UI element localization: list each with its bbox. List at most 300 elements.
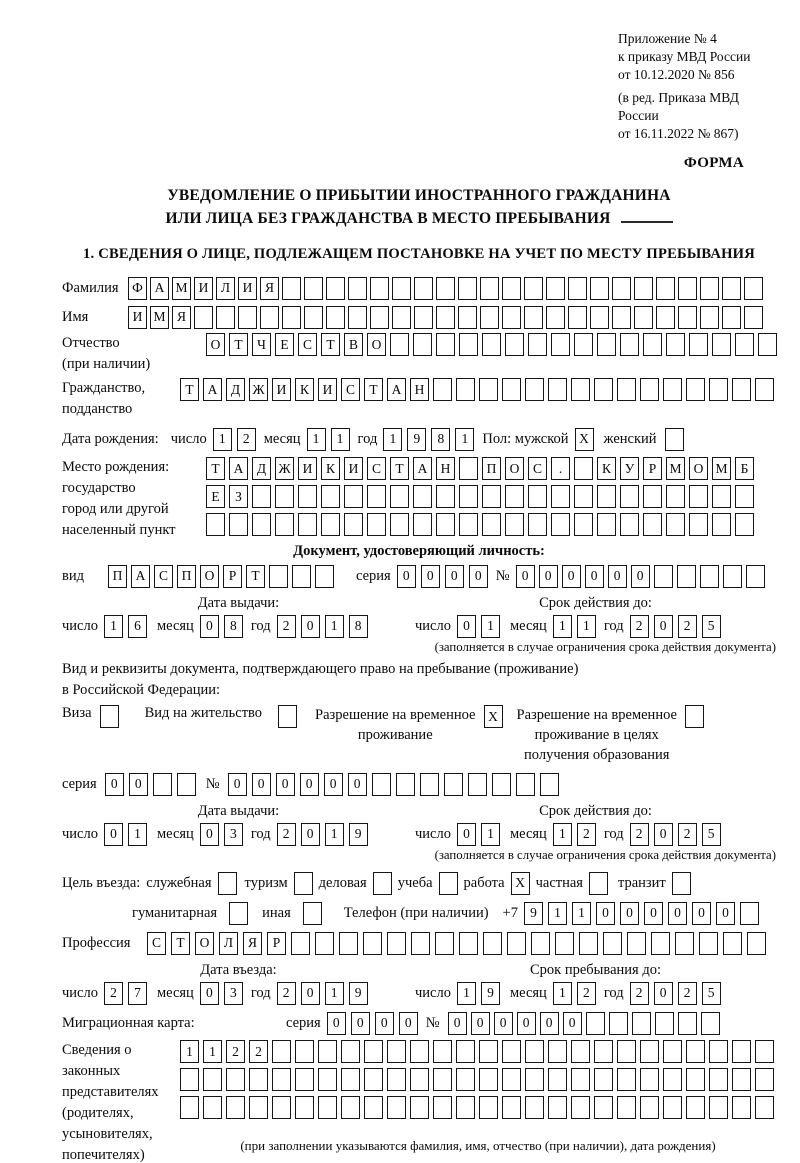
form-cell[interactable] bbox=[282, 277, 301, 300]
form-cell[interactable] bbox=[574, 333, 593, 356]
entry-year-cells[interactable] bbox=[277, 982, 368, 1005]
form-cell[interactable] bbox=[272, 1068, 291, 1091]
form-cell[interactable]: 2 bbox=[630, 823, 649, 846]
form-cell[interactable] bbox=[571, 1068, 590, 1091]
form-cell[interactable] bbox=[666, 485, 685, 508]
form-cell[interactable] bbox=[712, 333, 731, 356]
form-cell[interactable]: 6 bbox=[128, 615, 147, 638]
form-cell[interactable] bbox=[505, 513, 524, 536]
form-cell[interactable]: 8 bbox=[431, 428, 450, 451]
migration-number-cells[interactable] bbox=[448, 1012, 720, 1035]
form-cell[interactable]: 1 bbox=[455, 428, 474, 451]
form-cell[interactable] bbox=[458, 306, 477, 329]
form-cell[interactable]: 8 bbox=[224, 615, 243, 638]
form-cell[interactable] bbox=[722, 306, 741, 329]
form-cell[interactable]: Л bbox=[219, 932, 238, 955]
form-cell[interactable] bbox=[666, 513, 685, 536]
form-cell[interactable]: Р bbox=[643, 457, 662, 480]
form-cell[interactable]: К bbox=[321, 457, 340, 480]
form-cell[interactable] bbox=[435, 932, 454, 955]
form-cell[interactable] bbox=[686, 1068, 705, 1091]
form-cell[interactable] bbox=[747, 932, 766, 955]
form-cell[interactable] bbox=[651, 932, 670, 955]
form-cell[interactable] bbox=[502, 378, 521, 401]
form-cell[interactable]: 0 bbox=[301, 982, 320, 1005]
form-cell[interactable]: 0 bbox=[300, 773, 319, 796]
form-cell[interactable]: С bbox=[154, 565, 173, 588]
form-cell[interactable] bbox=[502, 1040, 521, 1063]
form-cell[interactable]: Я bbox=[243, 932, 262, 955]
form-cell[interactable] bbox=[482, 333, 501, 356]
form-cell[interactable] bbox=[364, 1068, 383, 1091]
form-cell[interactable]: 0 bbox=[327, 1012, 346, 1035]
form-cell[interactable]: 0 bbox=[457, 823, 476, 846]
form-cell[interactable] bbox=[367, 485, 386, 508]
form-cell[interactable]: 9 bbox=[349, 823, 368, 846]
form-cell[interactable]: Н bbox=[436, 457, 455, 480]
form-cell[interactable] bbox=[100, 705, 119, 728]
sex-female-checkbox[interactable] bbox=[665, 428, 684, 451]
form-cell[interactable]: 0 bbox=[348, 773, 367, 796]
form-cell[interactable]: Д bbox=[226, 378, 245, 401]
form-cell[interactable] bbox=[548, 1096, 567, 1119]
representatives-cells-row3[interactable] bbox=[180, 1096, 774, 1119]
form-cell[interactable] bbox=[318, 1040, 337, 1063]
form-cell[interactable] bbox=[206, 513, 225, 536]
form-cell[interactable] bbox=[709, 1068, 728, 1091]
form-cell[interactable]: Ж bbox=[249, 378, 268, 401]
form-cell[interactable] bbox=[364, 1040, 383, 1063]
form-cell[interactable] bbox=[203, 1096, 222, 1119]
form-cell[interactable] bbox=[617, 378, 636, 401]
form-cell[interactable] bbox=[735, 485, 754, 508]
stay-year-cells[interactable] bbox=[630, 982, 721, 1005]
form-cell[interactable]: 5 bbox=[702, 982, 721, 1005]
form-cell[interactable]: И bbox=[128, 306, 147, 329]
form-cell[interactable] bbox=[177, 773, 196, 796]
form-cell[interactable]: Б bbox=[735, 457, 754, 480]
form-cell[interactable]: 0 bbox=[448, 1012, 467, 1035]
form-cell[interactable]: Н bbox=[410, 378, 429, 401]
form-cell[interactable]: 1 bbox=[553, 982, 572, 1005]
form-cell[interactable]: 5 bbox=[702, 823, 721, 846]
form-cell[interactable]: 2 bbox=[630, 982, 649, 1005]
form-cell[interactable]: 0 bbox=[494, 1012, 513, 1035]
form-cell[interactable] bbox=[363, 932, 382, 955]
form-cell[interactable] bbox=[586, 1012, 605, 1035]
form-cell[interactable] bbox=[620, 513, 639, 536]
form-cell[interactable] bbox=[479, 1040, 498, 1063]
form-cell[interactable]: 3 bbox=[224, 823, 243, 846]
form-cell[interactable]: 1 bbox=[180, 1040, 199, 1063]
form-cell[interactable] bbox=[294, 872, 313, 895]
form-cell[interactable] bbox=[364, 1096, 383, 1119]
form-cell[interactable] bbox=[479, 378, 498, 401]
form-cell[interactable] bbox=[226, 1096, 245, 1119]
form-cell[interactable] bbox=[390, 485, 409, 508]
form-cell[interactable] bbox=[528, 485, 547, 508]
form-cell[interactable]: А bbox=[387, 378, 406, 401]
form-cell[interactable] bbox=[492, 773, 511, 796]
form-cell[interactable] bbox=[436, 277, 455, 300]
form-cell[interactable]: И bbox=[272, 378, 291, 401]
form-cell[interactable]: О bbox=[505, 457, 524, 480]
form-cell[interactable]: 1 bbox=[213, 428, 232, 451]
form-cell[interactable]: 0 bbox=[644, 902, 663, 925]
profession-cells[interactable] bbox=[147, 932, 766, 955]
form-cell[interactable] bbox=[370, 277, 389, 300]
form-cell[interactable]: Л bbox=[216, 277, 235, 300]
form-cell[interactable] bbox=[700, 306, 719, 329]
form-cell[interactable]: X bbox=[484, 705, 503, 728]
form-cell[interactable] bbox=[758, 333, 777, 356]
form-cell[interactable] bbox=[689, 485, 708, 508]
form-cell[interactable] bbox=[203, 1068, 222, 1091]
form-cell[interactable] bbox=[194, 306, 213, 329]
form-cell[interactable]: Я bbox=[260, 277, 279, 300]
form-cell[interactable] bbox=[414, 277, 433, 300]
form-cell[interactable]: 0 bbox=[471, 1012, 490, 1035]
form-cell[interactable] bbox=[318, 1096, 337, 1119]
form-cell[interactable]: 0 bbox=[228, 773, 247, 796]
form-cell[interactable] bbox=[420, 773, 439, 796]
form-cell[interactable]: Т bbox=[246, 565, 265, 588]
form-cell[interactable] bbox=[617, 1040, 636, 1063]
form-cell[interactable] bbox=[712, 485, 731, 508]
form-cell[interactable]: 1 bbox=[577, 615, 596, 638]
work-checkbox[interactable] bbox=[511, 872, 530, 895]
form-cell[interactable] bbox=[304, 277, 323, 300]
form-cell[interactable] bbox=[617, 1068, 636, 1091]
form-cell[interactable]: Т bbox=[206, 457, 225, 480]
doc-issue-month-cells[interactable] bbox=[200, 615, 243, 638]
form-cell[interactable] bbox=[459, 932, 478, 955]
form-cell[interactable]: П bbox=[108, 565, 127, 588]
form-cell[interactable] bbox=[502, 306, 521, 329]
stay-doc-exp-day-cells[interactable] bbox=[457, 823, 500, 846]
form-cell[interactable] bbox=[390, 513, 409, 536]
form-cell[interactable]: 0 bbox=[276, 773, 295, 796]
form-cell[interactable]: М bbox=[712, 457, 731, 480]
form-cell[interactable]: 7 bbox=[128, 982, 147, 1005]
form-cell[interactable] bbox=[502, 1068, 521, 1091]
representatives-cells-row1[interactable] bbox=[180, 1040, 774, 1063]
form-cell[interactable] bbox=[392, 277, 411, 300]
form-cell[interactable]: X bbox=[511, 872, 530, 895]
form-cell[interactable] bbox=[326, 277, 345, 300]
form-cell[interactable] bbox=[609, 1012, 628, 1035]
form-cell[interactable] bbox=[755, 1068, 774, 1091]
form-cell[interactable]: Т bbox=[180, 378, 199, 401]
entry-month-cells[interactable] bbox=[200, 982, 243, 1005]
official-checkbox[interactable] bbox=[218, 872, 237, 895]
form-cell[interactable] bbox=[597, 513, 616, 536]
form-cell[interactable]: А bbox=[150, 277, 169, 300]
form-cell[interactable]: М bbox=[150, 306, 169, 329]
firstname-cells[interactable] bbox=[128, 306, 763, 329]
form-cell[interactable] bbox=[574, 513, 593, 536]
form-cell[interactable]: 0 bbox=[654, 823, 673, 846]
form-cell[interactable] bbox=[597, 333, 616, 356]
form-cell[interactable] bbox=[433, 1068, 452, 1091]
form-cell[interactable] bbox=[746, 565, 765, 588]
form-cell[interactable]: О bbox=[689, 457, 708, 480]
visa-checkbox[interactable] bbox=[100, 705, 119, 728]
form-cell[interactable] bbox=[436, 513, 455, 536]
form-cell[interactable] bbox=[654, 565, 673, 588]
form-cell[interactable] bbox=[226, 1068, 245, 1091]
form-cell[interactable]: 2 bbox=[277, 823, 296, 846]
form-cell[interactable] bbox=[640, 1068, 659, 1091]
form-cell[interactable]: С bbox=[528, 457, 547, 480]
form-cell[interactable]: С bbox=[298, 333, 317, 356]
form-cell[interactable] bbox=[318, 1068, 337, 1091]
form-cell[interactable] bbox=[643, 485, 662, 508]
form-cell[interactable]: А bbox=[229, 457, 248, 480]
form-cell[interactable]: 0 bbox=[539, 565, 558, 588]
stay-doc-number-cells[interactable] bbox=[228, 773, 559, 796]
form-cell[interactable] bbox=[640, 1040, 659, 1063]
form-cell[interactable] bbox=[525, 1040, 544, 1063]
form-cell[interactable] bbox=[252, 513, 271, 536]
form-cell[interactable] bbox=[603, 932, 622, 955]
transit-checkbox[interactable] bbox=[672, 872, 691, 895]
form-cell[interactable] bbox=[292, 565, 311, 588]
form-cell[interactable]: 0 bbox=[421, 565, 440, 588]
stay-doc-issue-year-cells[interactable] bbox=[277, 823, 368, 846]
form-cell[interactable] bbox=[525, 1096, 544, 1119]
form-cell[interactable] bbox=[528, 333, 547, 356]
form-cell[interactable] bbox=[551, 485, 570, 508]
form-cell[interactable] bbox=[700, 565, 719, 588]
form-cell[interactable] bbox=[341, 1068, 360, 1091]
form-cell[interactable] bbox=[571, 1096, 590, 1119]
form-cell[interactable]: В bbox=[344, 333, 363, 356]
form-cell[interactable]: И bbox=[298, 457, 317, 480]
form-cell[interactable] bbox=[709, 1096, 728, 1119]
form-cell[interactable] bbox=[531, 932, 550, 955]
doc-series-cells[interactable] bbox=[397, 565, 488, 588]
form-cell[interactable]: С bbox=[341, 378, 360, 401]
form-cell[interactable]: М bbox=[666, 457, 685, 480]
form-cell[interactable] bbox=[732, 378, 751, 401]
form-cell[interactable] bbox=[546, 306, 565, 329]
form-cell[interactable]: С bbox=[147, 932, 166, 955]
form-cell[interactable]: 1 bbox=[572, 902, 591, 925]
form-cell[interactable]: 1 bbox=[481, 823, 500, 846]
form-cell[interactable] bbox=[568, 306, 587, 329]
form-cell[interactable] bbox=[278, 705, 297, 728]
stay-doc-series-cells[interactable] bbox=[105, 773, 196, 796]
patronymic-cells[interactable] bbox=[206, 333, 777, 356]
form-cell[interactable]: 0 bbox=[397, 565, 416, 588]
form-cell[interactable]: О bbox=[367, 333, 386, 356]
stay-doc-exp-year-cells[interactable] bbox=[630, 823, 721, 846]
form-cell[interactable] bbox=[612, 306, 631, 329]
form-cell[interactable]: И bbox=[194, 277, 213, 300]
form-cell[interactable]: О bbox=[200, 565, 219, 588]
form-cell[interactable]: 0 bbox=[608, 565, 627, 588]
form-cell[interactable]: 0 bbox=[562, 565, 581, 588]
form-cell[interactable] bbox=[275, 513, 294, 536]
form-cell[interactable] bbox=[663, 378, 682, 401]
representatives-cells-row2[interactable] bbox=[180, 1068, 774, 1091]
stay-doc-issue-day-cells[interactable] bbox=[104, 823, 147, 846]
form-cell[interactable]: 9 bbox=[524, 902, 543, 925]
form-cell[interactable] bbox=[339, 932, 358, 955]
form-cell[interactable] bbox=[298, 485, 317, 508]
form-cell[interactable] bbox=[218, 872, 237, 895]
form-cell[interactable]: 0 bbox=[469, 565, 488, 588]
form-cell[interactable]: Ч bbox=[252, 333, 271, 356]
form-cell[interactable] bbox=[627, 932, 646, 955]
form-cell[interactable] bbox=[387, 1096, 406, 1119]
form-cell[interactable] bbox=[643, 513, 662, 536]
form-cell[interactable] bbox=[410, 1040, 429, 1063]
form-cell[interactable]: 0 bbox=[301, 823, 320, 846]
humanitarian-checkbox[interactable] bbox=[229, 902, 248, 925]
form-cell[interactable] bbox=[594, 1096, 613, 1119]
form-cell[interactable]: 2 bbox=[104, 982, 123, 1005]
form-cell[interactable]: 3 bbox=[224, 982, 243, 1005]
form-cell[interactable] bbox=[686, 1096, 705, 1119]
form-cell[interactable] bbox=[456, 1040, 475, 1063]
form-cell[interactable] bbox=[548, 1068, 567, 1091]
form-cell[interactable] bbox=[525, 378, 544, 401]
form-cell[interactable]: 0 bbox=[351, 1012, 370, 1035]
form-cell[interactable]: 0 bbox=[104, 823, 123, 846]
form-cell[interactable] bbox=[480, 277, 499, 300]
form-cell[interactable] bbox=[436, 333, 455, 356]
form-cell[interactable]: X bbox=[575, 428, 594, 451]
form-cell[interactable] bbox=[433, 1040, 452, 1063]
form-cell[interactable] bbox=[740, 902, 759, 925]
form-cell[interactable]: Ф bbox=[128, 277, 147, 300]
form-cell[interactable]: 9 bbox=[481, 982, 500, 1005]
form-cell[interactable] bbox=[269, 565, 288, 588]
form-cell[interactable] bbox=[712, 513, 731, 536]
form-cell[interactable]: 2 bbox=[249, 1040, 268, 1063]
surname-cells[interactable] bbox=[128, 277, 763, 300]
form-cell[interactable] bbox=[699, 932, 718, 955]
form-cell[interactable]: 2 bbox=[678, 982, 697, 1005]
form-cell[interactable] bbox=[315, 565, 334, 588]
form-cell[interactable] bbox=[548, 1040, 567, 1063]
form-cell[interactable] bbox=[551, 513, 570, 536]
form-cell[interactable] bbox=[459, 513, 478, 536]
form-cell[interactable]: 1 bbox=[325, 823, 344, 846]
business-checkbox[interactable] bbox=[373, 872, 392, 895]
form-cell[interactable]: Т bbox=[390, 457, 409, 480]
form-cell[interactable]: 0 bbox=[631, 565, 650, 588]
form-cell[interactable]: 0 bbox=[445, 565, 464, 588]
form-cell[interactable]: 2 bbox=[577, 823, 596, 846]
form-cell[interactable] bbox=[387, 932, 406, 955]
form-cell[interactable] bbox=[663, 1040, 682, 1063]
form-cell[interactable] bbox=[180, 1068, 199, 1091]
form-cell[interactable]: 2 bbox=[678, 615, 697, 638]
form-cell[interactable] bbox=[620, 333, 639, 356]
form-cell[interactable]: О bbox=[195, 932, 214, 955]
form-cell[interactable]: К bbox=[597, 457, 616, 480]
form-cell[interactable] bbox=[390, 333, 409, 356]
form-cell[interactable] bbox=[656, 306, 675, 329]
form-cell[interactable] bbox=[665, 428, 684, 451]
form-cell[interactable] bbox=[735, 333, 754, 356]
form-cell[interactable] bbox=[666, 333, 685, 356]
form-cell[interactable]: С bbox=[367, 457, 386, 480]
form-cell[interactable] bbox=[685, 705, 704, 728]
form-cell[interactable]: Р bbox=[223, 565, 242, 588]
birthplace-cells-row3[interactable] bbox=[206, 513, 754, 536]
doc-issue-day-cells[interactable] bbox=[104, 615, 147, 638]
form-cell[interactable] bbox=[655, 1012, 674, 1035]
form-cell[interactable]: А bbox=[131, 565, 150, 588]
form-cell[interactable]: 1 bbox=[553, 823, 572, 846]
form-cell[interactable] bbox=[732, 1068, 751, 1091]
form-cell[interactable]: Е bbox=[275, 333, 294, 356]
form-cell[interactable] bbox=[468, 773, 487, 796]
form-cell[interactable] bbox=[410, 1068, 429, 1091]
citizenship-cells[interactable] bbox=[180, 378, 774, 401]
birth-month-cells[interactable] bbox=[307, 428, 350, 451]
form-cell[interactable] bbox=[436, 485, 455, 508]
entry-day-cells[interactable] bbox=[104, 982, 147, 1005]
form-cell[interactable] bbox=[387, 1068, 406, 1091]
form-cell[interactable]: Т bbox=[171, 932, 190, 955]
form-cell[interactable] bbox=[216, 306, 235, 329]
form-cell[interactable] bbox=[482, 485, 501, 508]
form-cell[interactable] bbox=[540, 773, 559, 796]
form-cell[interactable] bbox=[295, 1096, 314, 1119]
form-cell[interactable] bbox=[413, 485, 432, 508]
form-cell[interactable]: Т bbox=[229, 333, 248, 356]
form-cell[interactable] bbox=[459, 457, 478, 480]
form-cell[interactable] bbox=[252, 485, 271, 508]
form-cell[interactable] bbox=[686, 1040, 705, 1063]
doc-issue-year-cells[interactable] bbox=[277, 615, 368, 638]
form-cell[interactable]: 0 bbox=[620, 902, 639, 925]
form-cell[interactable] bbox=[551, 333, 570, 356]
form-cell[interactable] bbox=[689, 333, 708, 356]
form-cell[interactable]: Е bbox=[206, 485, 225, 508]
form-cell[interactable]: П bbox=[482, 457, 501, 480]
form-cell[interactable] bbox=[413, 513, 432, 536]
form-cell[interactable] bbox=[482, 513, 501, 536]
doc-number-cells[interactable] bbox=[516, 565, 765, 588]
form-cell[interactable]: 0 bbox=[654, 982, 673, 1005]
form-cell[interactable]: 9 bbox=[407, 428, 426, 451]
form-cell[interactable]: 0 bbox=[716, 902, 735, 925]
form-cell[interactable] bbox=[413, 333, 432, 356]
form-cell[interactable] bbox=[348, 277, 367, 300]
form-cell[interactable]: 1 bbox=[548, 902, 567, 925]
form-cell[interactable] bbox=[612, 277, 631, 300]
form-cell[interactable]: 1 bbox=[457, 982, 476, 1005]
doc-exp-month-cells[interactable] bbox=[553, 615, 596, 638]
form-cell[interactable] bbox=[321, 513, 340, 536]
form-cell[interactable] bbox=[260, 306, 279, 329]
form-cell[interactable] bbox=[502, 1096, 521, 1119]
form-cell[interactable] bbox=[411, 932, 430, 955]
form-cell[interactable]: 2 bbox=[678, 823, 697, 846]
form-cell[interactable] bbox=[505, 485, 524, 508]
form-cell[interactable] bbox=[456, 1096, 475, 1119]
form-cell[interactable] bbox=[744, 277, 763, 300]
form-cell[interactable] bbox=[634, 306, 653, 329]
form-cell[interactable] bbox=[275, 485, 294, 508]
form-cell[interactable] bbox=[709, 378, 728, 401]
